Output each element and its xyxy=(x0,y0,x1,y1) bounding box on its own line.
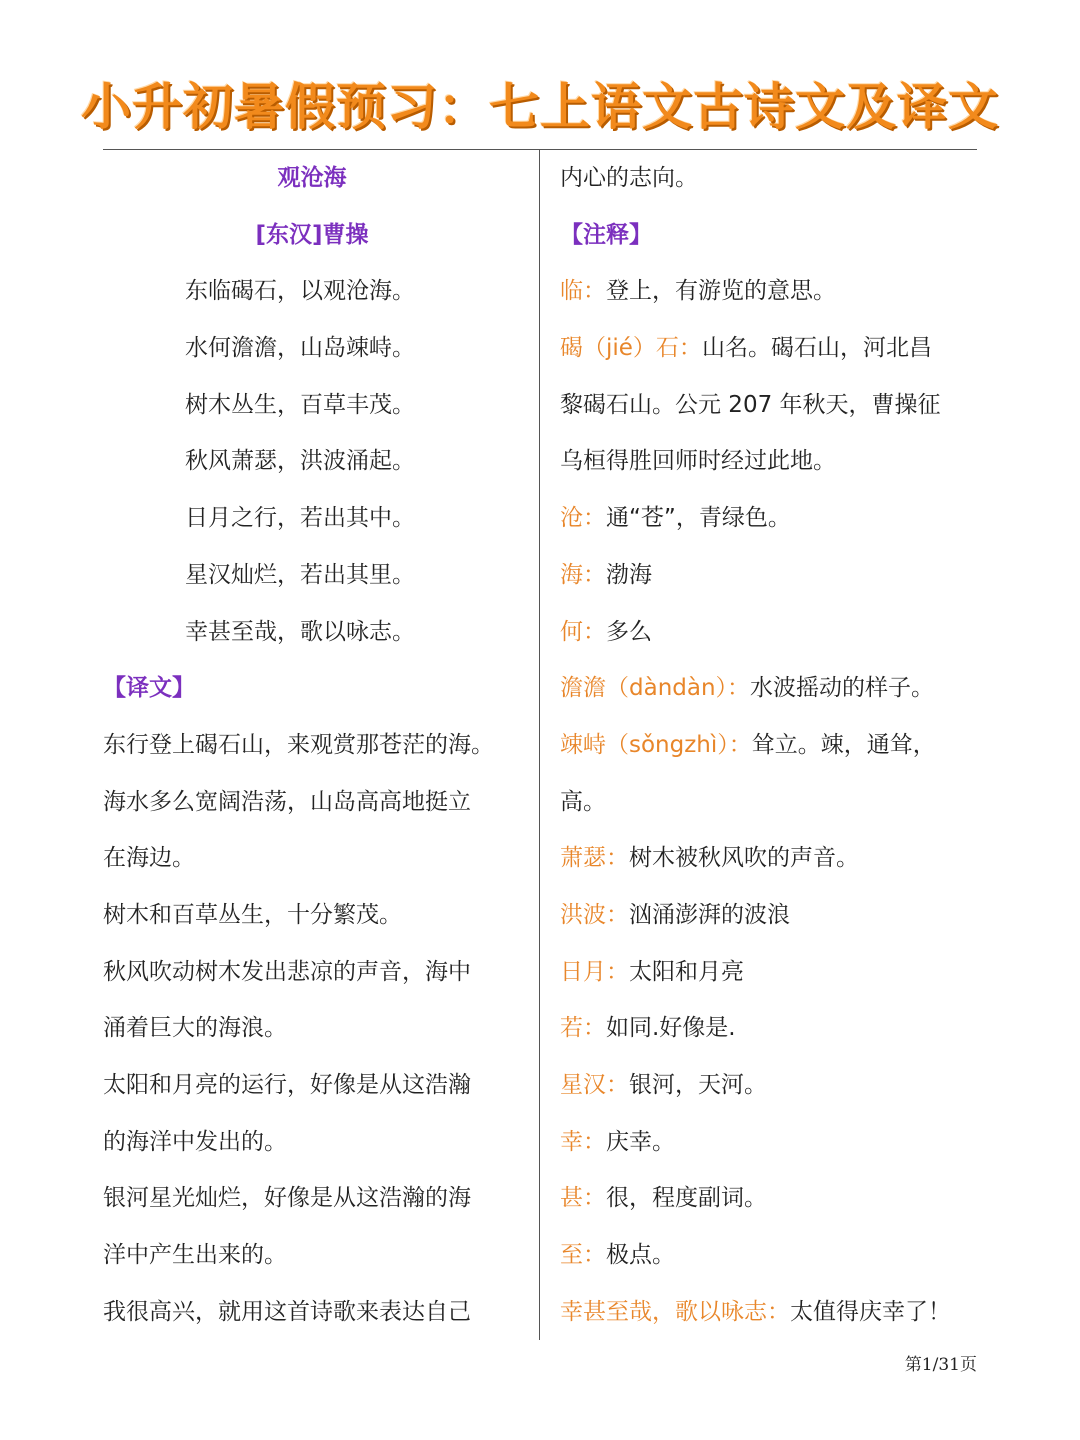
note-text: 水波摇动的样子。 xyxy=(750,675,935,702)
note-term: 海： xyxy=(560,561,606,588)
note-term: 甚： xyxy=(560,1185,606,1212)
note-text: 登上，有游览的意思。 xyxy=(606,278,836,305)
note-line xyxy=(560,774,980,831)
translation-line: 我很高兴，就用这首诗歌来表达自己 xyxy=(103,1298,471,1325)
note-term: 若： xyxy=(560,1015,606,1042)
note-line xyxy=(560,1227,980,1284)
translation-line: 秋风吹动树木发出悲凉的声音，海中 xyxy=(103,958,471,985)
note-text: 多么 xyxy=(606,618,652,645)
right-column xyxy=(560,150,980,1340)
translation-line: 的海洋中发出的。 xyxy=(103,1128,287,1155)
note-term: 日月： xyxy=(560,958,629,985)
note-term: 沧： xyxy=(560,505,606,532)
note-line xyxy=(560,717,980,774)
note-term: 至： xyxy=(560,1242,606,1269)
translation-line: 银河星光灿烂，好像是从这浩瀚的海 xyxy=(103,1185,471,1212)
translation-line: 在海边。 xyxy=(103,845,195,872)
note-line xyxy=(560,1284,980,1341)
note-text: 很，程度副词。 xyxy=(606,1185,767,1212)
poem-line: 星汉灿烂，若出其里。 xyxy=(185,561,415,588)
note-text: 渤海 xyxy=(606,561,652,588)
note-text: 如同.好像是. xyxy=(606,1015,736,1042)
poem-line: 树木丛生，百草丰茂。 xyxy=(185,391,415,418)
poem-line: 日月之行，若出其中。 xyxy=(185,505,415,532)
note-term: 澹澹（dàndàn）： xyxy=(560,675,751,702)
translation-line: 东行登上碣石山，来观赏那苍茫的海。 xyxy=(103,731,494,758)
note-text: 通“苍”，青绿色。 xyxy=(606,505,791,532)
note-line xyxy=(560,1057,980,1114)
note-term: 洪波： xyxy=(560,901,629,928)
note-line xyxy=(560,377,980,434)
note-term: 何： xyxy=(560,618,606,645)
note-text: 树木被秋风吹的声音。 xyxy=(629,845,859,872)
translation-continuation: 内心的志向。 xyxy=(560,165,698,191)
note-line xyxy=(560,944,980,1001)
poem-line: 水何澹澹，山岛竦峙。 xyxy=(185,335,415,362)
left-column xyxy=(103,150,523,1340)
translation-line: 树木和百草丛生，十分繁茂。 xyxy=(103,901,402,928)
translation-line: 洋中产生出来的。 xyxy=(103,1242,287,1269)
note-term: 临： xyxy=(560,278,606,305)
note-line xyxy=(560,547,980,604)
note-line xyxy=(560,1114,980,1171)
note-line xyxy=(560,263,980,320)
poem-line: 秋风萧瑟，洪波涌起。 xyxy=(185,448,415,475)
note-text: 高。 xyxy=(560,788,606,815)
page-number: 第1/31页 xyxy=(904,1355,977,1375)
note-text: 乌桓得胜回师时经过此地。 xyxy=(560,448,836,475)
note-line xyxy=(560,1000,980,1057)
note-term: 星汉： xyxy=(560,1072,629,1098)
note-text: 极点。 xyxy=(606,1242,675,1269)
note-line xyxy=(560,887,980,944)
poem-title: 观沧海 xyxy=(277,165,347,191)
note-term: 萧瑟： xyxy=(560,845,629,872)
note-line xyxy=(560,1170,980,1227)
translation-line: 太阳和月亮的运行，好像是从这浩瀚 xyxy=(103,1072,471,1098)
note-text: 汹涌澎湃的波浪 xyxy=(629,901,790,928)
note-line xyxy=(560,660,980,717)
translation-line: 涌着巨大的海浪。 xyxy=(103,1015,287,1042)
note-line xyxy=(560,433,980,490)
translation-line: 海水多么宽阔浩荡，山岛高高地挺立 xyxy=(103,788,471,815)
note-term: 幸： xyxy=(560,1128,606,1155)
poem-author: [东汉]曹操 xyxy=(255,221,369,248)
note-line xyxy=(560,604,980,661)
note-text: 银河，天河。 xyxy=(629,1072,767,1098)
note-term: 竦峙（sǒngzhì）： xyxy=(560,731,752,758)
notes-heading: 【注释】 xyxy=(560,221,652,248)
note-line xyxy=(560,490,980,547)
note-text: 山名。碣石山，河北昌 xyxy=(701,335,932,362)
note-term: 幸甚至哉，歌以咏志： xyxy=(560,1298,790,1325)
poem-line: 幸甚至哉，歌以咏志。 xyxy=(185,618,415,645)
note-text: 庆幸。 xyxy=(606,1128,675,1155)
note-text: 太值得庆幸了！ xyxy=(790,1298,951,1325)
translation-heading: 【译文】 xyxy=(103,675,195,702)
note-text: 黎碣石山。公元 207 年秋天，曹操征 xyxy=(560,391,941,418)
note-text: 耸立。竦，通耸， xyxy=(751,731,936,758)
page-title: 小升初暑假预习：七上语文古诗文及译文 xyxy=(81,77,999,136)
note-line xyxy=(560,320,980,377)
poem-line: 东临碣石，以观沧海。 xyxy=(185,278,415,305)
note-line xyxy=(560,830,980,887)
note-term: 碣（jié）石： xyxy=(560,335,702,362)
column-divider xyxy=(539,150,540,1340)
note-text: 太阳和月亮 xyxy=(629,958,744,985)
